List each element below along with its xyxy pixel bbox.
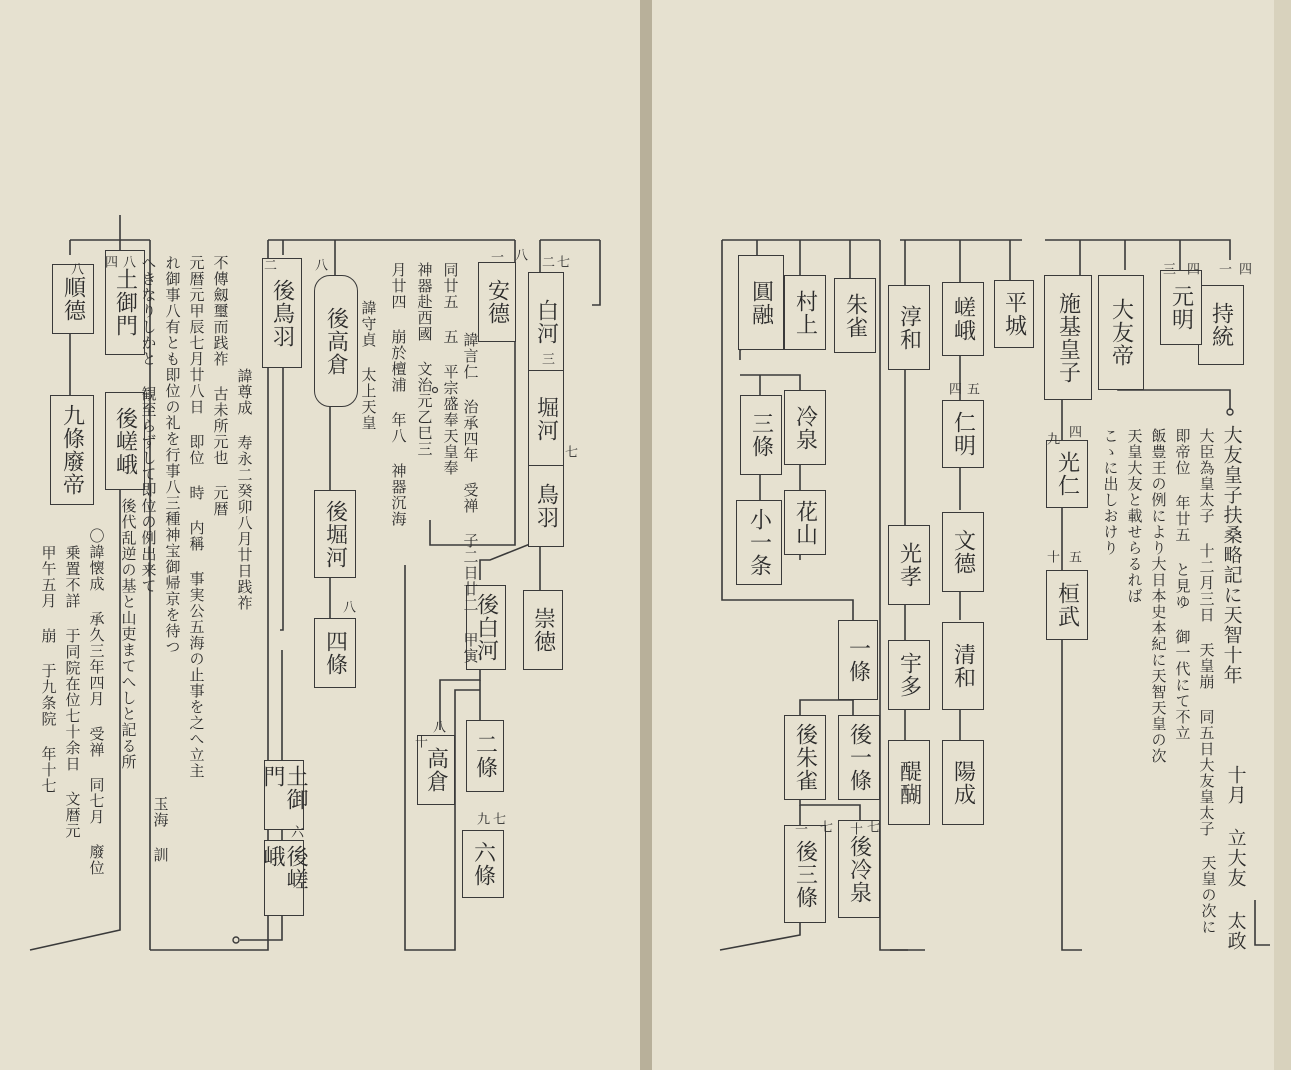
emperor-name: 小一条 bbox=[746, 508, 772, 577]
emperor-gosaga-box bbox=[260, 840, 309, 916]
emperor-name: 醍醐 bbox=[896, 759, 922, 806]
emperor-gohorikawa bbox=[314, 490, 356, 578]
succession-number: 七 bbox=[562, 445, 577, 458]
emperor-gosanjo bbox=[784, 825, 826, 923]
emperor-rokujo bbox=[462, 830, 504, 898]
succession-number: 六 bbox=[288, 825, 303, 838]
emperor-horikawa bbox=[528, 370, 564, 468]
note-chukyo-3: 甲午五月 崩 于九条院 年十七 bbox=[39, 545, 58, 794]
note-otomo-5: 天皇大友と載せらるれば bbox=[1125, 428, 1144, 604]
emperor-name: 高倉 bbox=[423, 747, 449, 793]
note-gotoba-1: 諱尊成 寿永二癸卯八月廿日践祚 bbox=[235, 368, 254, 611]
succession-number: 五 bbox=[1066, 550, 1081, 563]
emperor-kujohaitei bbox=[50, 395, 94, 505]
emperor-enyu bbox=[738, 255, 784, 350]
emperor-shijo bbox=[314, 618, 356, 688]
note-antoku-2: 同廿五 五 平宗盛奉天皇奉 bbox=[441, 262, 460, 476]
emperor-name: 三條 bbox=[748, 412, 774, 458]
emperor-name: 元明 bbox=[1168, 284, 1194, 331]
succession-number: 四 bbox=[946, 382, 961, 395]
emperor-name: 光仁 bbox=[1054, 451, 1080, 497]
emperor-gosuzaku bbox=[784, 715, 826, 800]
emperor-gotakakura bbox=[314, 275, 358, 407]
emperor-murakami bbox=[784, 275, 826, 350]
succession-number: 三 bbox=[539, 352, 554, 365]
emperor-name: 光孝 bbox=[896, 542, 922, 588]
succession-number: 四 bbox=[1184, 262, 1199, 275]
emperor-name: 文德 bbox=[950, 529, 976, 575]
emperor-kanmu bbox=[1046, 570, 1088, 640]
emperor-uda bbox=[888, 640, 930, 710]
emperor-name: 後嵯峨 bbox=[112, 406, 138, 476]
succession-number: 八 bbox=[340, 600, 355, 613]
note-gotoba-7: 玉海 訓 bbox=[151, 796, 170, 863]
emperor-name: 圓融 bbox=[748, 279, 774, 326]
emperor-name: 後冷泉 bbox=[846, 834, 872, 904]
emperor-name: 施基皇子 bbox=[1055, 291, 1081, 384]
emperor-name: 鳥羽 bbox=[533, 483, 559, 529]
emperor-goichijo bbox=[838, 715, 880, 800]
emperor-montoku bbox=[942, 512, 984, 592]
emperor-junna bbox=[888, 285, 930, 370]
emperor-sutoku bbox=[523, 590, 563, 670]
emperor-sanjo bbox=[740, 395, 782, 475]
succession-number: 九 bbox=[1044, 432, 1059, 445]
emperor-name: 後堀河 bbox=[322, 499, 348, 569]
succession-number: 七 bbox=[817, 820, 832, 833]
note-gotoba-5: へきなりしかと 観至らずして即位の例出来て bbox=[139, 255, 158, 594]
emperor-reizei bbox=[784, 390, 826, 465]
emperor-name: 土御門 bbox=[112, 268, 138, 337]
emperor-name: 大友帝 bbox=[1108, 298, 1134, 367]
note-otomo-3: 即帝位 年廿五 と見ゆ 御一代にて不立 bbox=[1173, 428, 1192, 741]
emperor-name: 冷泉 bbox=[792, 404, 818, 451]
emperor-name: 後朱雀 bbox=[792, 723, 818, 792]
emperor-name: 嵯峨 bbox=[950, 296, 976, 342]
succession-number: 四 bbox=[1236, 262, 1251, 275]
emperor-name: 清和 bbox=[950, 643, 976, 689]
emperor-name: 村上 bbox=[792, 289, 818, 336]
succession-number: 八 bbox=[312, 258, 327, 271]
emperor-name: 桓武 bbox=[1054, 582, 1080, 628]
note-chukyo-2: 乗置不詳 于同院在位七十余日 文暦元 bbox=[63, 545, 82, 839]
emperor-name: 後白河 bbox=[473, 593, 499, 662]
succession-number: 一 bbox=[1216, 262, 1231, 275]
note-gotakakura: 諱守貞 太上天皇 bbox=[359, 300, 378, 431]
succession-number: 五 bbox=[964, 382, 979, 395]
emperor-name: 朱雀 bbox=[842, 292, 868, 339]
note-antoku-1: 諱言仁 治承四年 受禅 子二日廿二 甲寅 bbox=[461, 332, 480, 664]
note-gotoba-4: れ御事八有とも即位の礼を行事八三種神宝御帰京を待つ bbox=[163, 255, 182, 655]
emperor-tsuchimikado-box bbox=[260, 760, 309, 830]
emperor-yozei bbox=[942, 740, 984, 825]
succession-number: 八 bbox=[120, 255, 135, 268]
emperor-shiki bbox=[1044, 275, 1092, 400]
emperor-name: 平城 bbox=[1001, 291, 1027, 337]
succession-number: 二 bbox=[261, 258, 276, 271]
emperor-name: 宇多 bbox=[896, 652, 922, 698]
note-otomo-7: 十月 立大友 太政 bbox=[1224, 765, 1247, 951]
succession-number: 十 bbox=[412, 735, 427, 748]
emperor-koko bbox=[888, 525, 930, 605]
succession-number: 四 bbox=[102, 255, 117, 268]
succession-number: 八 bbox=[68, 262, 83, 275]
emperor-name: 六條 bbox=[470, 841, 496, 887]
note-otomo-4: 飯豊王の例により大日本史本紀に天智天皇の次 bbox=[1149, 428, 1168, 764]
note-antoku-3: 神器赴西國 文治元乙巳三 bbox=[415, 262, 434, 457]
succession-number: 四 bbox=[1066, 425, 1081, 438]
emperor-koichijo bbox=[736, 500, 782, 585]
succession-number: 七 bbox=[554, 255, 569, 268]
emperor-name: 花山 bbox=[792, 499, 818, 546]
emperor-name: 安德 bbox=[484, 279, 510, 325]
note-otomo-6: こゝに出しおけり bbox=[1101, 428, 1120, 556]
emperor-name: 後一條 bbox=[846, 723, 872, 792]
note-antoku-4: 月廿四 崩於檀浦 年八 神器沉海 bbox=[389, 262, 408, 527]
emperor-name: 二條 bbox=[472, 733, 498, 779]
emperor-name: 後高倉 bbox=[323, 306, 349, 376]
note-gotoba-2: 不傳劔璽而践祚 古未所元也 元暦 bbox=[211, 255, 230, 517]
emperor-nijo bbox=[466, 720, 504, 792]
note-otomo-2: 大臣為皇太子 十二月三日 天皇崩 同五日大友皇太子 bbox=[1197, 428, 1216, 837]
emperor-seiwa bbox=[942, 622, 984, 710]
emperor-ichijo bbox=[838, 620, 878, 700]
emperor-suzaku bbox=[834, 278, 876, 353]
emperor-name: 九條廢帝 bbox=[59, 404, 85, 496]
emperor-name: 後三條 bbox=[792, 839, 818, 909]
succession-number: 十 bbox=[1044, 550, 1059, 563]
emperor-name: 淳和 bbox=[896, 304, 922, 351]
succession-number: 一 bbox=[792, 822, 807, 835]
emperor-name: 後鳥羽 bbox=[269, 278, 295, 348]
emperor-name: 陽成 bbox=[950, 759, 976, 806]
emperor-name: 堀河 bbox=[533, 396, 559, 442]
succession-number: 一 bbox=[488, 250, 503, 263]
note-gotoba-3: 元暦元甲辰七月廿八日 即位 時 内稱 事実公五海の止事を之へ立主 bbox=[187, 255, 206, 779]
emperor-name: 仁明 bbox=[950, 411, 976, 457]
emperor-name: 一條 bbox=[845, 637, 871, 683]
succession-number: 七 bbox=[864, 820, 879, 833]
emperor-name: 順德 bbox=[60, 276, 86, 322]
note-otomo-8: 天皇の次に bbox=[1199, 855, 1218, 935]
succession-number: 八 bbox=[430, 720, 445, 733]
emperor-name: 土御門 bbox=[260, 765, 309, 811]
emperor-otomo bbox=[1098, 275, 1144, 390]
emperor-name: 白河 bbox=[533, 299, 559, 345]
emperor-konin bbox=[1046, 440, 1088, 508]
succession-number: 九 bbox=[474, 812, 489, 825]
succession-number: 二 bbox=[539, 255, 554, 268]
emperor-saga bbox=[942, 282, 984, 356]
emperor-heizei bbox=[994, 280, 1034, 348]
succession-number: 八 bbox=[512, 248, 527, 261]
note-chukyo-1: 〇諱懐成 承久三年四月 受禅 同七月 廢位 bbox=[87, 528, 106, 876]
emperor-ninmyo bbox=[942, 400, 984, 468]
emperor-name: 持統 bbox=[1208, 302, 1234, 348]
note-otomo-1: 大友皇子扶桑略記に天智十年 bbox=[1220, 425, 1243, 685]
emperor-name: 崇徳 bbox=[530, 607, 556, 653]
emperor-jito bbox=[1198, 285, 1244, 365]
succession-number: 七 bbox=[490, 812, 505, 825]
emperor-daigo bbox=[888, 740, 930, 825]
emperor-antoku bbox=[478, 262, 516, 342]
note-gotoba-6: 後代乱逆の基と山吏まてへしと記る所 bbox=[119, 498, 138, 770]
emperor-kazan bbox=[784, 490, 826, 555]
succession-number: 十 bbox=[847, 822, 862, 835]
emperor-toba bbox=[528, 465, 564, 547]
succession-number: 三 bbox=[1160, 262, 1175, 275]
emperor-name: 四條 bbox=[322, 630, 348, 676]
emperor-genmei bbox=[1160, 270, 1202, 345]
emperor-name: 後嵯峨 bbox=[260, 845, 309, 891]
emperor-gotoba bbox=[262, 258, 302, 368]
